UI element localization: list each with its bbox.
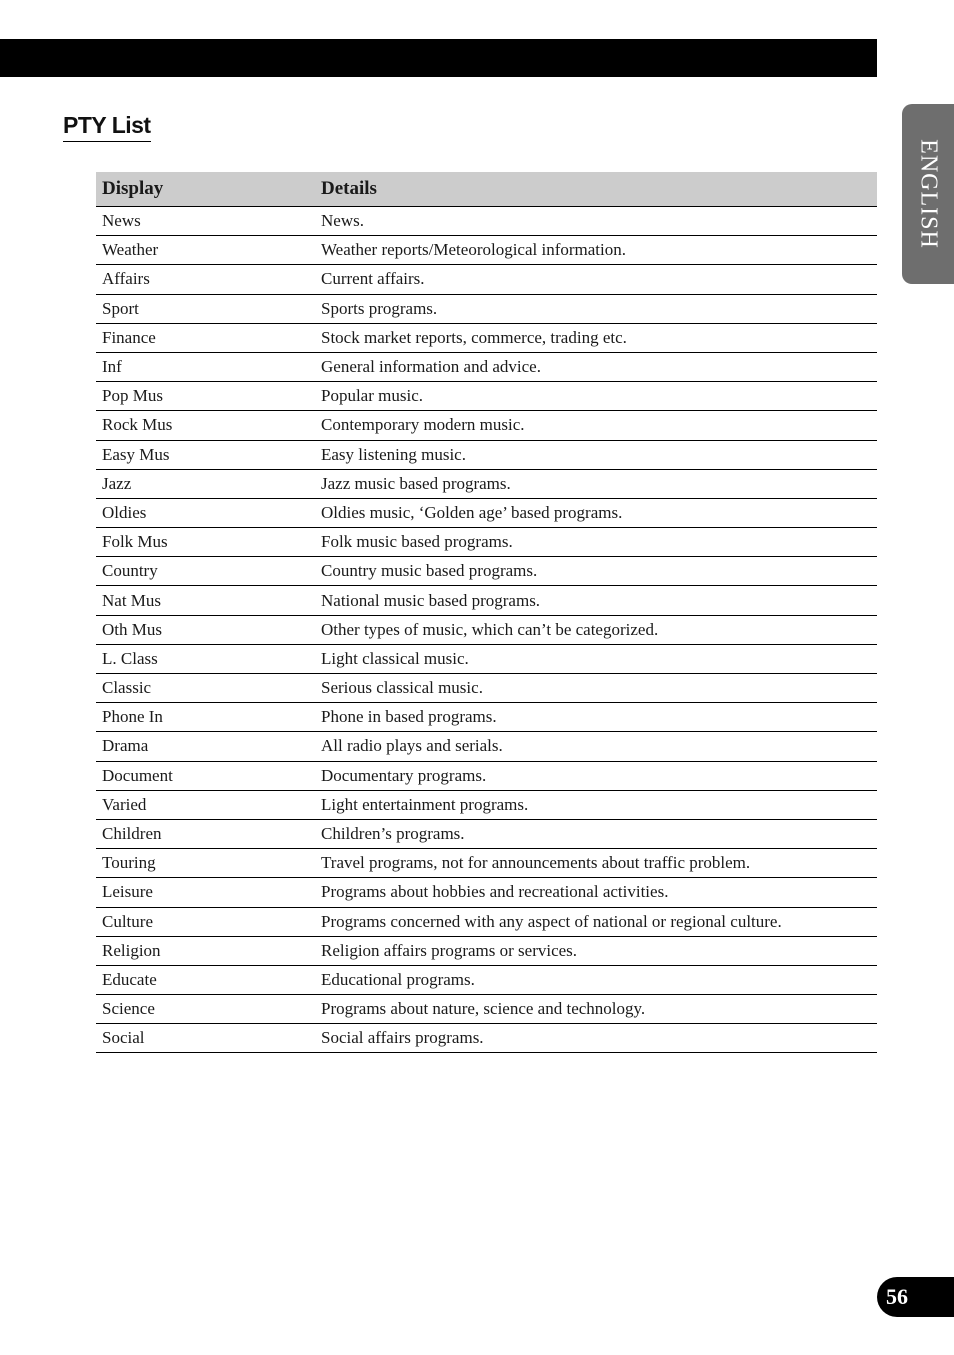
details-cell: Phone in based programs. <box>315 703 877 732</box>
details-cell: Social affairs programs. <box>315 1024 877 1053</box>
details-cell: National music based programs. <box>315 586 877 615</box>
details-cell: News. <box>315 207 877 236</box>
table-row <box>96 294 877 323</box>
top-header-bar <box>0 39 877 77</box>
table-row <box>96 411 877 440</box>
display-cell: Classic <box>96 674 315 703</box>
details-cell: Programs about hobbies and recreational activities. <box>315 878 877 907</box>
details-cell: Programs concerned with any aspect of national or regional culture. <box>315 907 877 936</box>
display-cell: News <box>96 207 315 236</box>
table-row <box>96 849 877 878</box>
details-cell: Country music based programs. <box>315 557 877 586</box>
table-row <box>96 819 877 848</box>
display-cell: Document <box>96 761 315 790</box>
display-cell: L. Class <box>96 644 315 673</box>
table-row <box>96 878 877 907</box>
details-cell: Contemporary modern music. <box>315 411 877 440</box>
display-cell: Easy Mus <box>96 440 315 469</box>
details-cell: Easy listening music. <box>315 440 877 469</box>
details-cell: Jazz music based programs. <box>315 469 877 498</box>
display-cell: Oldies <box>96 498 315 527</box>
display-cell: Finance <box>96 323 315 352</box>
display-cell: Educate <box>96 965 315 994</box>
display-cell: Oth Mus <box>96 615 315 644</box>
display-cell: Sport <box>96 294 315 323</box>
details-cell: Weather reports/Meteorological information. <box>315 236 877 265</box>
table-row <box>96 995 877 1024</box>
details-cell: Light classical music. <box>315 644 877 673</box>
display-cell: Inf <box>96 352 315 381</box>
details-cell: Folk music based programs. <box>315 528 877 557</box>
table-row <box>96 907 877 936</box>
display-cell: Science <box>96 995 315 1024</box>
table-row <box>96 790 877 819</box>
table-row <box>96 586 877 615</box>
table-row <box>96 703 877 732</box>
display-cell: Country <box>96 557 315 586</box>
language-tab-label: ENGLISH <box>915 139 942 249</box>
details-cell: Serious classical music. <box>315 674 877 703</box>
pty-table <box>96 172 877 1053</box>
table-body <box>96 207 877 1053</box>
details-cell: Stock market reports, commerce, trading etc. <box>315 323 877 352</box>
table-row <box>96 528 877 557</box>
language-tab <box>902 104 954 284</box>
details-cell: Sports programs. <box>315 294 877 323</box>
table-row <box>96 936 877 965</box>
page-title: PTY List <box>63 110 151 142</box>
display-cell: Religion <box>96 936 315 965</box>
display-cell: Drama <box>96 732 315 761</box>
details-cell: Children’s programs. <box>315 819 877 848</box>
column-header-display: Display <box>96 172 315 207</box>
display-cell: Weather <box>96 236 315 265</box>
display-cell: Social <box>96 1024 315 1053</box>
details-cell: Religion affairs programs or services. <box>315 936 877 965</box>
display-cell: Jazz <box>96 469 315 498</box>
display-cell: Rock Mus <box>96 411 315 440</box>
table-row <box>96 207 877 236</box>
details-cell: Programs about nature, science and technology. <box>315 995 877 1024</box>
details-cell: Popular music. <box>315 382 877 411</box>
display-cell: Pop Mus <box>96 382 315 411</box>
table-row <box>96 323 877 352</box>
details-cell: Other types of music, which can’t be categorized. <box>315 615 877 644</box>
details-cell: Light entertainment programs. <box>315 790 877 819</box>
details-cell: Educational programs. <box>315 965 877 994</box>
display-cell: Children <box>96 819 315 848</box>
table-row <box>96 1024 877 1053</box>
page-number: 56 <box>886 1284 908 1309</box>
table-row <box>96 965 877 994</box>
display-cell: Leisure <box>96 878 315 907</box>
table-row <box>96 236 877 265</box>
details-cell: Current affairs. <box>315 265 877 294</box>
display-cell: Affairs <box>96 265 315 294</box>
table-row <box>96 498 877 527</box>
table-row <box>96 557 877 586</box>
display-cell: Nat Mus <box>96 586 315 615</box>
column-header-details: Details <box>315 172 877 207</box>
display-cell: Phone In <box>96 703 315 732</box>
details-cell: Oldies music, ‘Golden age’ based programs. <box>315 498 877 527</box>
table-row <box>96 382 877 411</box>
table-row <box>96 615 877 644</box>
table-row <box>96 761 877 790</box>
page-number-badge <box>877 1277 954 1317</box>
details-cell: All radio plays and serials. <box>315 732 877 761</box>
display-cell: Varied <box>96 790 315 819</box>
display-cell: Culture <box>96 907 315 936</box>
details-cell: Travel programs, not for announcements about traffic problem. <box>315 849 877 878</box>
table-row <box>96 469 877 498</box>
details-cell: General information and advice. <box>315 352 877 381</box>
details-cell: Documentary programs. <box>315 761 877 790</box>
table-row <box>96 674 877 703</box>
display-cell: Folk Mus <box>96 528 315 557</box>
table-row <box>96 732 877 761</box>
table-row <box>96 440 877 469</box>
table-row <box>96 352 877 381</box>
table-row <box>96 644 877 673</box>
table-row <box>96 265 877 294</box>
table-header-row <box>96 172 877 207</box>
display-cell: Touring <box>96 849 315 878</box>
